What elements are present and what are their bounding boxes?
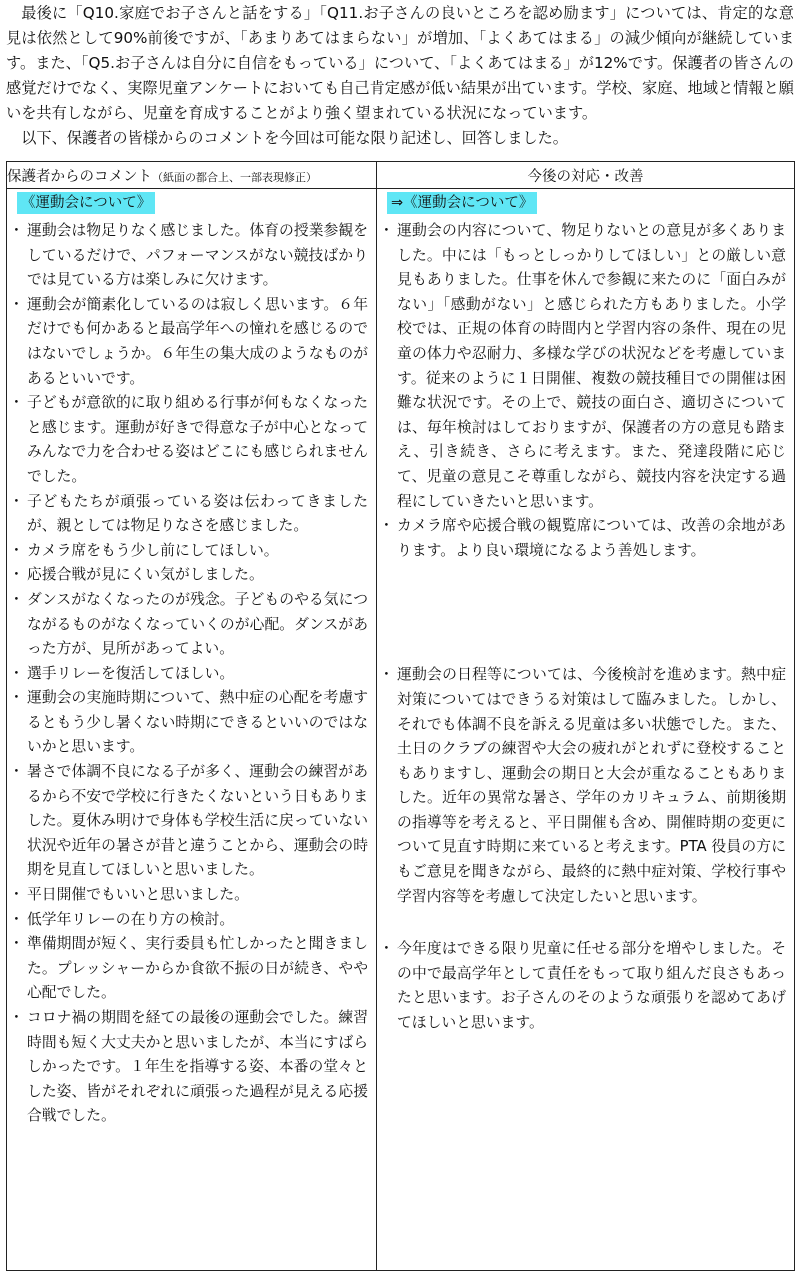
spacer <box>379 563 786 661</box>
comments-table <box>6 161 795 1271</box>
right-section-heading: ⇒《運動会について》 <box>387 192 537 214</box>
intro-paragraph-1: 最後に「Q10.家庭でお子さんと話をする」「Q11.お子さんの良いところを認め励ます」については、肯定的な意見は依然として90%前後ですが、「あまりあてはまらない」が増加、「よくあてはまる」の減少傾向が継続しています。また、「Q5.お子さんは自分に自信をもっている」について、「よくあてはまる」が12%です。保護者の皆さんの感覚だけでなく、実際児童アンケートにおいても自己肯定感が低い結果が出ています。学校、家庭、地域と情報と願いを共有しながら、児童を育成することがより強く望まれている状況になっています。 <box>6 4 794 122</box>
responses-column <box>377 189 795 1271</box>
table-body-row <box>7 189 795 1271</box>
comments-column <box>7 189 377 1271</box>
list-item: ・ 子どもが意欲的に取り組める行事が何もなくなったと感じます。運動が好きで得意な子が中心となってみんなで力を合わせる姿はどこにも感じられませんでした。 <box>9 391 368 489</box>
table-header-row <box>7 162 795 189</box>
intro-paragraph-2: 以下、保護者の皆様からのコメントを今回は可能な限り記述し、回答しました。 <box>21 129 568 147</box>
left-section-heading: 《運動会について》 <box>17 192 155 214</box>
list-item: ・ 運動会の実施時期について、熱中症の心配を考慮するともう少し暑くない時期にできるといいのではないかと思います。 <box>9 686 368 760</box>
list-item: ・ 準備期間が短く、実行委員も忙しかったと聞きました。プレッシャーからか食欲不振の日が続き、やや心配でした。 <box>9 932 368 1006</box>
list-item: ・ 低学年リレーの在り方の検討。 <box>9 908 368 933</box>
list-item: ・ 運動会は物足りなく感じました。体育の授業参観をしているだけで、パフォーマンスがない競技ばかりでは見ている方は楽しみに欠けます。 <box>9 219 368 293</box>
list-item: ・ 平日開催でもいいと思いました。 <box>9 883 368 908</box>
list-item: ・ 応援合戦が見にくい気がしました。 <box>9 563 368 588</box>
response-list <box>379 219 786 563</box>
list-item: ・ 今年度はできる限り児童に任せる部分を増やしました。その中で最高学年として責任をもって取り組んだ良さもあったと思います。お子さんのそのような頑張りを認めてあげてほしいと思います。 <box>379 937 786 1035</box>
header-left-note: （紙面の都合上、一部表現修正） <box>152 170 317 184</box>
response-list-2 <box>379 663 786 909</box>
list-item: ・ カメラ席をもう少し前にしてほしい。 <box>9 539 368 564</box>
header-parent-comments <box>7 162 377 189</box>
list-item: ・ 運動会の内容について、物足りないとの意見が多くありました。中には「もっとしっかりしてほしい」との厳しい意見もありました。仕事を休んで参観に来たのに「面白みがない」「感動がない」と感じられた方もありました。小学校では、正規の体育の時間内と学習内容の条件、現在の児童の体力や忍耐力、多様な学びの状況などを考慮しています。従来のように１日開催、複数の競技種目での開催は困難な状況です。その上で、競技の面白さ、適切さについては、毎年検討はしておりますが、保護者の方の意見も踏まえ、引き続き、さらに考えます。また、発達段階に応じて、児童の意見こそ尊重しながら、競技内容を決定する過程にしていきたいと思います。 <box>379 219 786 514</box>
list-item: ・ 子どもたちが頑張っている姿は伝わってきましたが、親としては物足りなさを感じました。 <box>9 490 368 539</box>
header-left-label: 保護者からのコメント <box>7 168 152 185</box>
list-item: ・ 暑さで体調不良になる子が多く、運動会の練習があるから不安で学校に行きたくないという日もありました。夏休み明けで身体も学校生活に戻っていない状況や近年の暑さが昔と違うことから、運動会の時期を見直してほしいと思いました。 <box>9 760 368 883</box>
list-item: ・ 選手リレーを復活してほしい。 <box>9 662 368 687</box>
list-item: ・ 運動会の日程等については、今後検討を進めます。熱中症対策についてはできうる対策はして臨みました。しかし、それでも体調不良を訴える児童は多い状態でした。また、土日のクラブの練習や大会の疲れがとれずに登校することもありますし、運動会の期日と大会が重なることもありました。近年の異常な暑さ、学年のカリキュラム、前期後期の指導等を考えると、平日開催も含め、開催時期の変更について見直す時期に来ていると考えます。PTA 役員の方にもご意見を聞きながら、最終的に熱中症対策、学校行事や学習内容等を考慮して決定したいと思います。 <box>379 663 786 909</box>
list-item: ・ コロナ禍の期間を経ての最後の運動会でした。練習時間も短く大丈夫かと思いましたが、本当にすばらしかったです。１年生を指導する姿、本番の堂々とした姿、皆がそれぞれに頑張った過程が見える応援合戦でした。 <box>9 1006 368 1129</box>
spacer <box>379 909 786 935</box>
intro-text <box>6 0 794 151</box>
response-list-3 <box>379 937 786 1035</box>
list-item: ・ 運動会が簡素化しているのは寂しく思います。６年だけでも何かあると最高学年への憧れを感じるのではないでしょうか。６年生の集大成のようなものがあるといいです。 <box>9 293 368 391</box>
comment-list <box>9 219 368 1129</box>
header-response: 今後の対応・改善 <box>377 162 795 189</box>
list-item: ・ カメラ席や応援合戦の観覧席については、改善の余地があります。より良い環境になるよう善処します。 <box>379 514 786 563</box>
list-item: ・ ダンスがなくなったのが残念。子どものやる気につながるものがなくなっていくのが心配。ダンスがあった方が、見所があってよい。 <box>9 588 368 662</box>
